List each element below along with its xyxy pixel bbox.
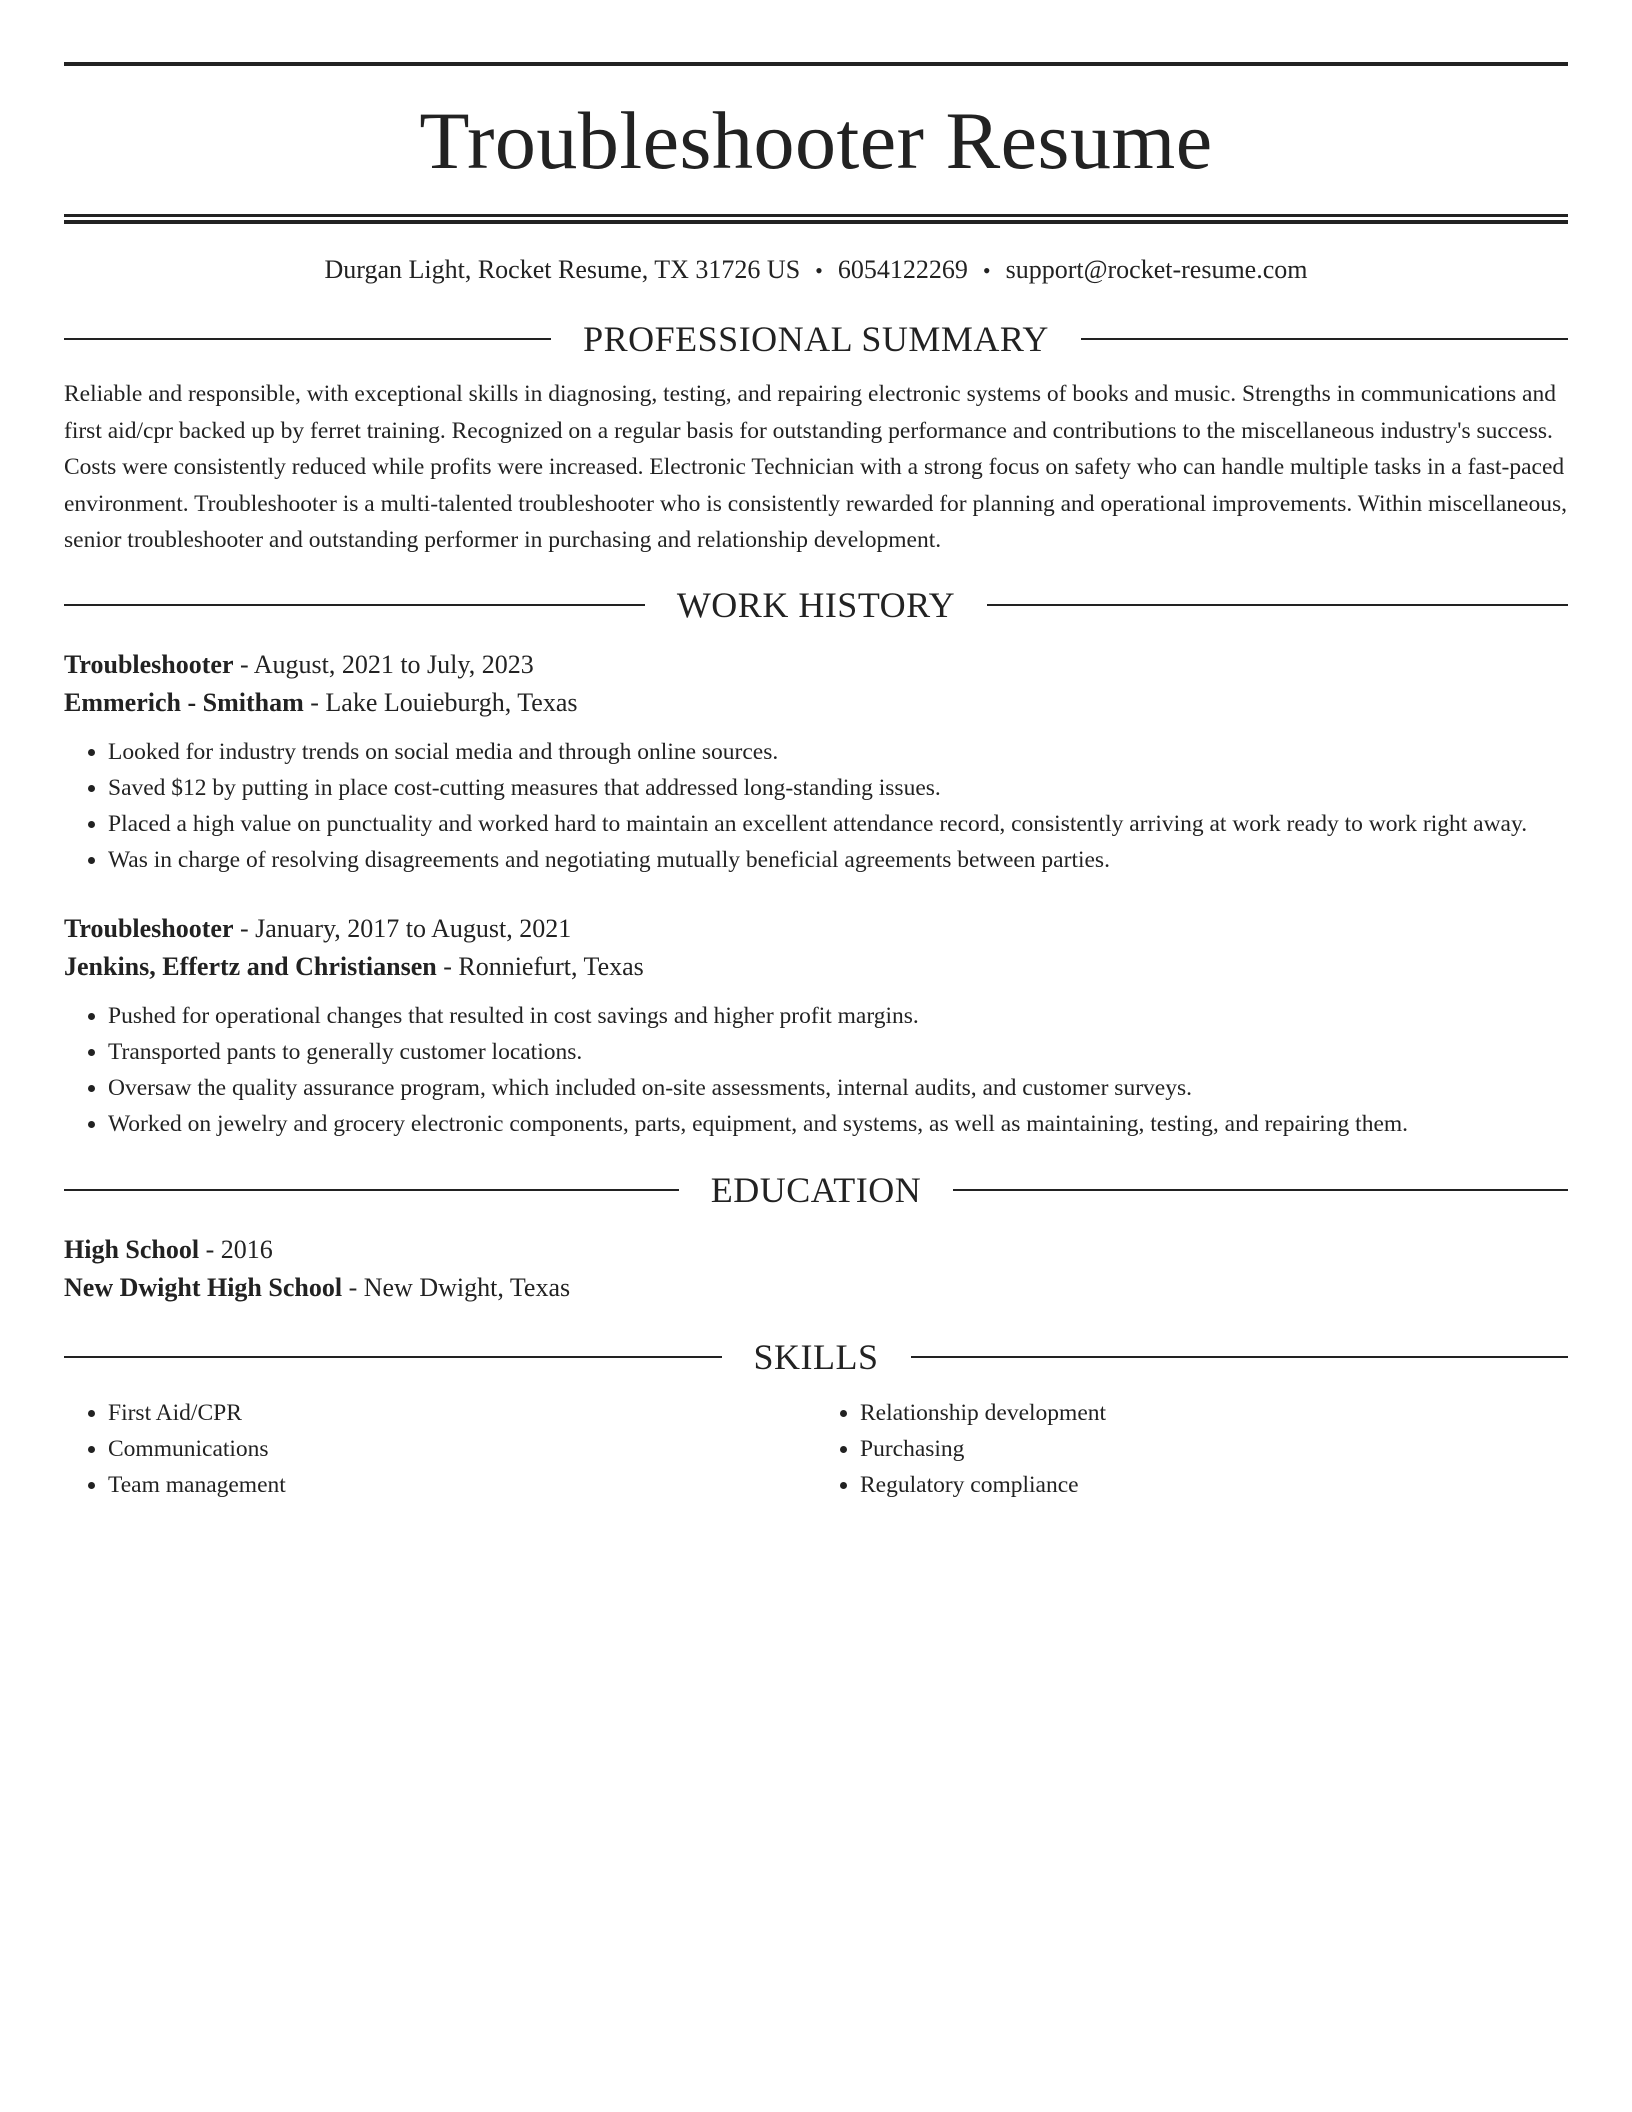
education-year: - 2016 xyxy=(199,1234,273,1264)
job-bullet: • Worked on jewelry and grocery electronic components, parts, equipment, and systems, as well as maintaining, testing, and repairing them. xyxy=(108,1106,1568,1142)
contact-email: support@rocket-resume.com xyxy=(1005,255,1308,284)
job-title-line xyxy=(64,910,1568,948)
heading-rule-left xyxy=(64,338,551,340)
contact-address: Durgan Light, Rocket Resume, TX 31726 US xyxy=(324,255,801,284)
skill-item: • First Aid/CPR xyxy=(108,1395,816,1431)
job-bullet: • Pushed for operational changes that resulted in cost savings and higher profit margins. xyxy=(108,998,1568,1034)
heading-rule-left xyxy=(64,604,645,606)
education-school-line xyxy=(64,1269,1568,1307)
job-location: - Ronniefurt, Texas xyxy=(436,951,644,981)
section-heading-skills xyxy=(64,1337,1568,1377)
skill-item: • Relationship development xyxy=(860,1395,1568,1431)
skills-columns xyxy=(64,1395,1568,1503)
job-entry xyxy=(64,910,1568,1142)
section-heading-work-history xyxy=(64,585,1568,625)
top-rule xyxy=(64,62,1568,66)
education-location: - New Dwight, Texas xyxy=(342,1272,571,1302)
job-bullet: • Placed a high value on punctuality and worked hard to maintain an excellent attendance record, consistently arriving at work ready to work right away. xyxy=(108,806,1568,842)
skills-list-right xyxy=(816,1395,1568,1503)
section-heading-label: WORK HISTORY xyxy=(676,584,956,625)
contact-separator: • xyxy=(815,258,823,283)
contact-separator: • xyxy=(982,258,991,283)
job-bullet: • Looked for industry trends on social media and through online sources. xyxy=(108,734,1568,770)
contact-phone: 6054122269 xyxy=(837,255,968,284)
job-entry xyxy=(64,646,1568,878)
skill-item: • Regulatory compliance xyxy=(860,1467,1568,1503)
heading-rule-left xyxy=(64,1356,722,1358)
job-location: - Lake Louieburgh, Texas xyxy=(303,687,578,717)
job-title: Troubleshooter xyxy=(64,649,234,679)
heading-rule-right xyxy=(953,1189,1568,1191)
section-heading-label: PROFESSIONAL SUMMARY xyxy=(583,319,1049,359)
title-double-rule xyxy=(64,214,1568,224)
education-degree-line xyxy=(64,1231,1568,1269)
heading-rule-right xyxy=(1081,338,1568,340)
job-company: Jenkins, Effertz and Christiansen xyxy=(64,951,437,981)
heading-rule-right xyxy=(987,604,1568,606)
resume-title: Troubleshooter Resume xyxy=(419,95,1213,186)
job-company-line xyxy=(64,684,1568,722)
job-dates: - August, 2021 to July, 2023 xyxy=(233,649,534,679)
job-company-line xyxy=(64,948,1568,986)
job-bullet: • Was in charge of resolving disagreements and negotiating mutually beneficial agreements between parties. xyxy=(108,842,1568,878)
skills-list-left xyxy=(64,1395,816,1503)
job-bullet: • Oversaw the quality assurance program, which included on-site assessments, internal audits, and customer surveys. xyxy=(108,1070,1568,1106)
section-heading-label: EDUCATION xyxy=(710,1169,922,1210)
skill-item: • Team management xyxy=(108,1467,816,1503)
contact-line xyxy=(64,252,1568,289)
job-title: Troubleshooter xyxy=(64,913,234,943)
skill-item: • Communications xyxy=(108,1431,816,1467)
summary-paragraph: Reliable and responsible, with exceptional skills in diagnosing, testing, and repairing electronic systems of books and music. Strengths in communications and first aid/cpr backed up by ferret training. Recognized on a regular basis for outstanding performance and contributions to the miscellaneous industry's success. Costs were consistently reduced while profits were increased. Electronic Technician with a strong focus on safety who can handle multiple tasks in a fast-paced environment. Troubleshooter is a multi-talented troubleshooter who is consistently rewarded for planning and operational improvements. Within miscellaneous, senior troubleshooter and outstanding performer in purchasing and relationship development. xyxy=(64,381,1567,553)
education-degree: High School xyxy=(64,1234,200,1264)
education-school: New Dwight High School xyxy=(64,1272,343,1302)
job-bullet: • Transported pants to generally customer locations. xyxy=(108,1034,1568,1070)
job-dates: - January, 2017 to August, 2021 xyxy=(233,913,572,943)
job-bullet-list xyxy=(64,734,1568,878)
job-company: Emmerich - Smitham xyxy=(64,687,304,717)
heading-rule-left xyxy=(64,1189,679,1191)
skill-item: • Purchasing xyxy=(860,1431,1568,1467)
job-bullet: • Saved $12 by putting in place cost-cutting measures that addressed long-standing issues. xyxy=(108,770,1568,806)
heading-rule-right xyxy=(911,1356,1569,1358)
section-heading-summary xyxy=(64,319,1568,359)
job-bullet-list xyxy=(64,998,1568,1142)
education-entry xyxy=(64,1231,1568,1307)
section-heading-label: SKILLS xyxy=(753,1336,879,1377)
job-title-line xyxy=(64,646,1568,684)
section-heading-education xyxy=(64,1170,1568,1210)
